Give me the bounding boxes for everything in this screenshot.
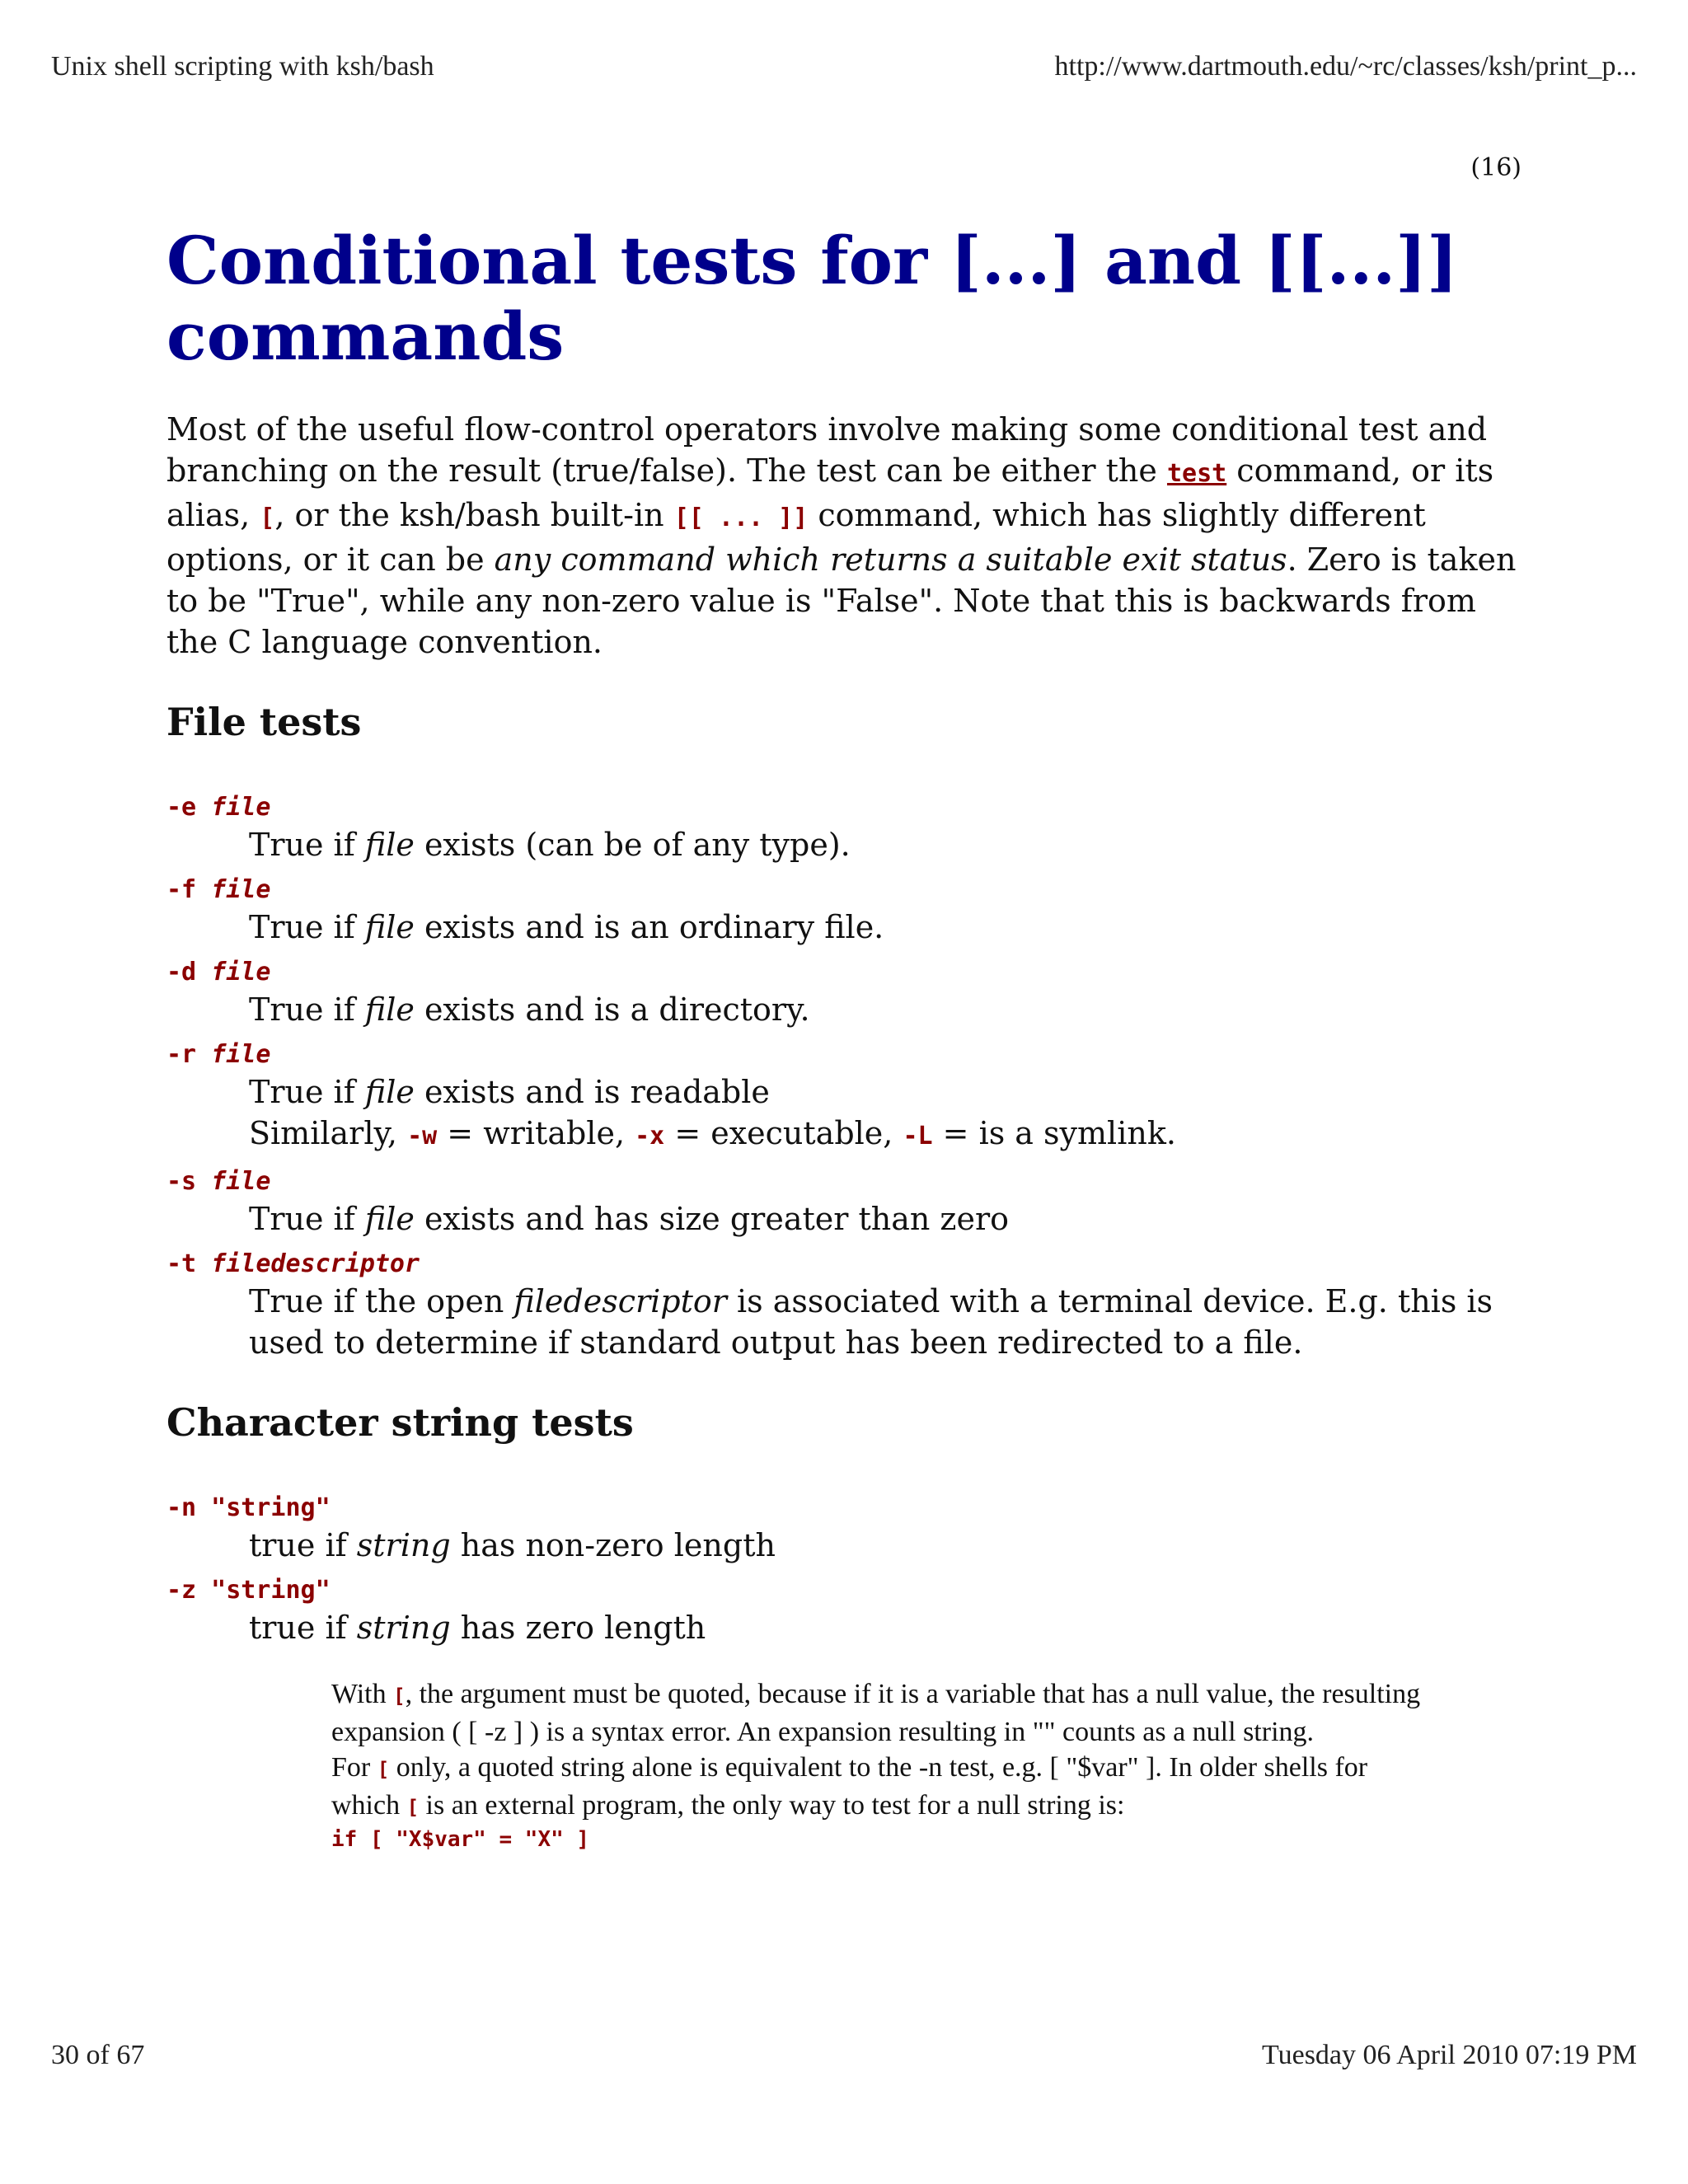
string-tests-heading: Character string tests: [166, 1400, 634, 1445]
test-command-link[interactable]: test: [1166, 459, 1227, 488]
double-bracket-code: [[ ... ]]: [673, 504, 809, 532]
slide-number: (16): [1470, 153, 1522, 182]
code-snippet: if [ "X$var" = "X" ]: [331, 1827, 590, 1852]
file-tests-list: [166, 791, 1526, 1363]
intro-text-4: command, which has slightly different options, or it can be: [166, 497, 1426, 578]
file-test-desc: True if file exists and is a directory.: [249, 991, 810, 1028]
intro-text-5: . Zero is taken to be "True", while any non-zero value is "False". Note that this is backwards from the C language convention.: [166, 541, 1517, 660]
intro-text-1: Most of the useful flow-control operators involve making some conditional test and branching on the result (true/false). The test can be either the: [166, 411, 1488, 489]
quoting-note: With [, the argument must be quoted, because if it is a variable that has a null value, the resulting expansion ( [ -z ] ) is a syntax error. An expansion resulting in "" counts as a null string. For [ only, a quoted string alone is equivalent to the -n test, e.g. [ "$var" ]. In older shells for which [ is an external program, the only way to test for a null string is: if [ "X$var" = "X" ]: [331, 1676, 1428, 1854]
print-timestamp: Tuesday 06 April 2010 07:19 PM: [1262, 2040, 1637, 2070]
bracket-code: [: [260, 504, 275, 532]
file-test-term: -d file: [166, 958, 271, 987]
string-tests-list: [166, 1492, 1526, 1648]
main-content: [166, 223, 1526, 1854]
file-test-term: -e file: [166, 793, 271, 822]
file-test-term: -s file: [166, 1167, 271, 1196]
page-title: Conditional tests for [...] and [[...]] commands: [166, 222, 1458, 375]
file-test-term: -f file: [166, 875, 271, 904]
file-tests-heading: File tests: [166, 700, 362, 744]
print-header-url: http://www.dartmouth.edu/~rc/classes/ksh/print_p...: [1054, 51, 1637, 82]
intro-text-2: command, or its alias,: [166, 452, 1494, 533]
string-test-term: -z "string": [166, 1576, 331, 1605]
string-test-desc: true if string has zero length: [249, 1610, 706, 1646]
file-test-desc: True if file exists and is readable Similarly, -w = writable, -x = executable, -L = is a symlink.: [249, 1074, 1176, 1151]
file-test-desc: True if file exists and is an ordinary file.: [249, 909, 884, 945]
intro-text-3: , or the ksh/bash built-in: [274, 497, 674, 533]
intro-paragraph: [166, 409, 1526, 663]
similarly-line: Similarly, -w = writable, -x = executable, -L = is a symlink.: [249, 1115, 1176, 1151]
string-test-term: -n "string": [166, 1493, 331, 1522]
string-test-desc: true if string has non-zero length: [249, 1527, 776, 1563]
file-test-desc: True if file exists and has size greater than zero: [249, 1201, 1009, 1237]
file-test-desc: True if the open filedescriptor is associated with a terminal device. E.g. this is used to determine if standard output has been redirected to a file.: [249, 1283, 1493, 1361]
print-header-title: Unix shell scripting with ksh/bash: [51, 51, 434, 82]
page-count: 30 of 67: [51, 2040, 145, 2070]
file-test-term: -r file: [166, 1040, 271, 1069]
intro-emphasis: any command which returns a suitable exit status: [494, 541, 1287, 578]
file-test-term: -t filedescriptor: [166, 1249, 420, 1278]
print-header: [51, 51, 1637, 82]
file-test-desc: True if file exists (can be of any type).: [249, 827, 851, 863]
print-footer: [51, 2040, 1637, 2071]
